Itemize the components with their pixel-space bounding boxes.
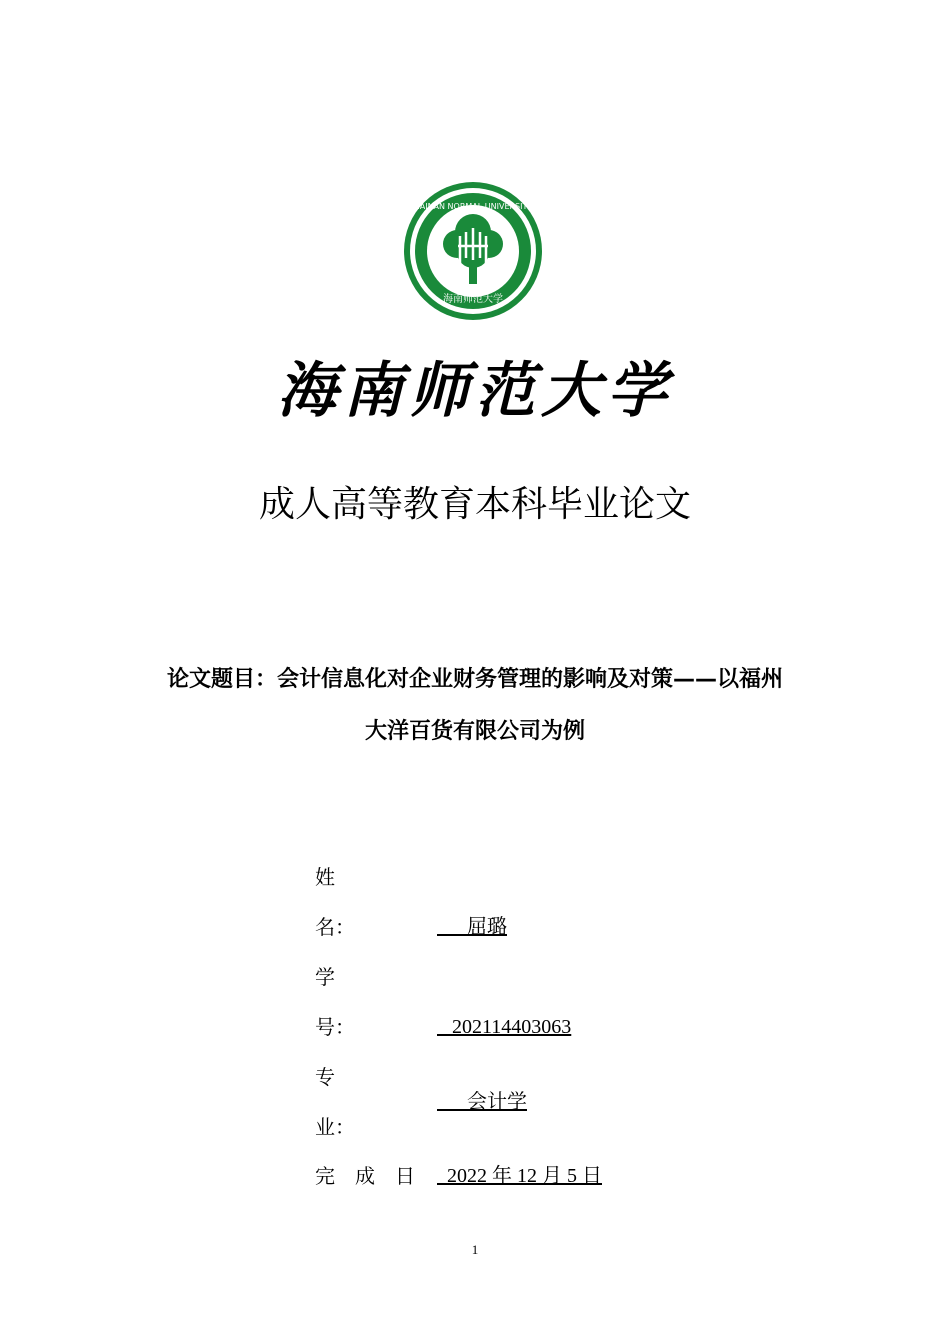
logo-bottom-text: 海南师范大学 bbox=[443, 294, 503, 305]
student-id-label-2: 号： bbox=[315, 1015, 355, 1039]
name-label-2: 名： bbox=[315, 915, 355, 939]
student-id-value: 202114403063 bbox=[437, 1016, 572, 1038]
major-value: 会计学 bbox=[437, 1091, 527, 1113]
thesis-title-line-2: 大洋百货有限公司为例 bbox=[364, 719, 585, 744]
degree-title: 成人高等教育本科毕业论文 bbox=[258, 484, 691, 525]
thesis-title-line-1: 论文题目：会计信息化对企业财务管理的影响及对策——以福州 bbox=[166, 667, 783, 692]
completion-date-value: 2022 年 12 月 5 日 bbox=[437, 1165, 602, 1187]
completion-date-label: 完 成 日 bbox=[315, 1164, 415, 1188]
major-label-1: 专 bbox=[315, 1065, 335, 1089]
page-number: 1 bbox=[471, 1242, 479, 1257]
name-label-1: 姓 bbox=[315, 865, 335, 889]
student-id-label-1: 学 bbox=[315, 965, 335, 989]
logo-ring-text: HAINAN NORMAL UNIVERSITY bbox=[413, 202, 533, 211]
university-logo bbox=[402, 180, 544, 322]
university-name: 海南师范大学 bbox=[277, 356, 673, 426]
name-value: 屈璐 bbox=[437, 916, 507, 938]
major-label-2: 业： bbox=[315, 1115, 355, 1139]
